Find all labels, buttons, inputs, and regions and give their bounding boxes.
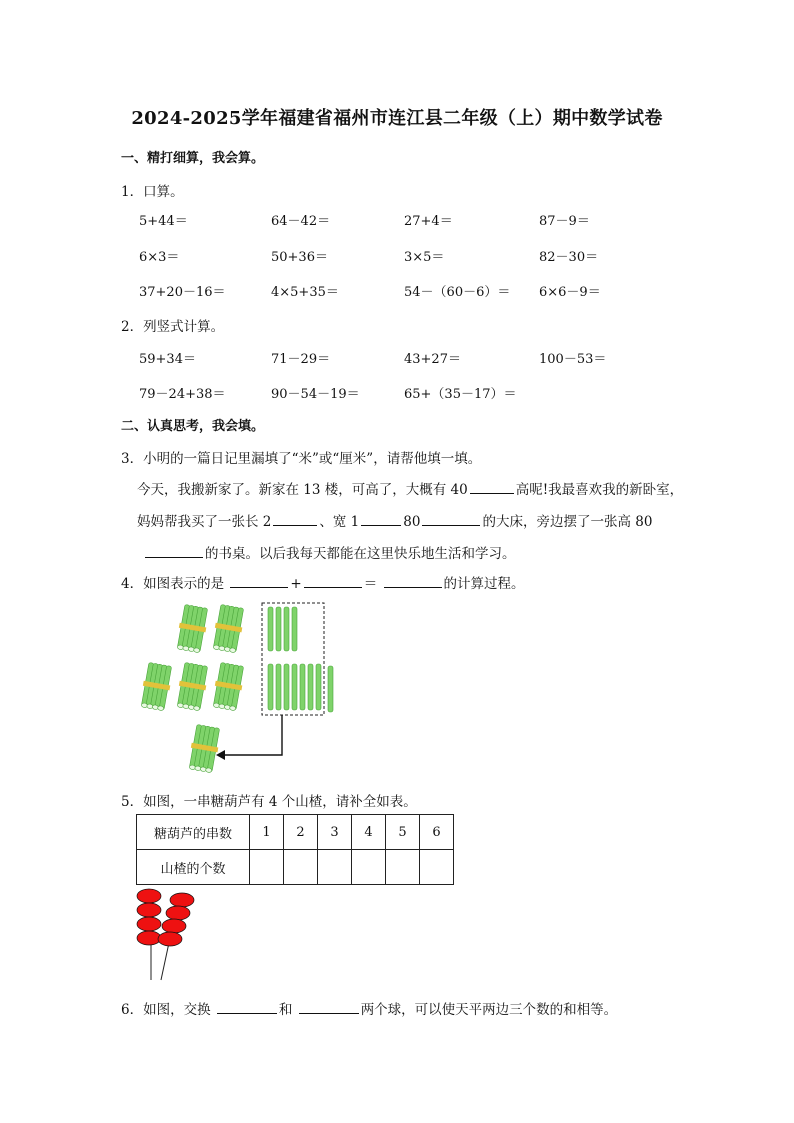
q4-equals: ＝: [363, 576, 378, 592]
loose-stick: [268, 607, 273, 651]
candied-hawthorn-figure: [134, 886, 204, 986]
q1-item: 5+44＝: [139, 214, 188, 229]
q1-item: 4×5+35＝: [271, 285, 339, 300]
q3-line-2: [137, 510, 652, 530]
q1-item: 87－9＝: [539, 214, 590, 229]
q3-text: 80: [403, 514, 421, 530]
hawthorn-ball: [158, 932, 182, 946]
table-cell: 6: [420, 815, 454, 850]
q1-item: 82－30＝: [539, 250, 599, 265]
q4-plus: +: [290, 576, 302, 592]
hawthorn-table: [136, 814, 454, 885]
q2-item: 100－53＝: [539, 352, 607, 367]
answer-blank[interactable]: [470, 479, 514, 494]
section-1-heading: 一、精打细算，我会算。: [121, 151, 265, 166]
q2-item: 59+34＝: [139, 352, 196, 367]
hawthorn-ball: [137, 903, 161, 917]
question-6-label: [121, 998, 617, 1018]
loose-stick: [328, 666, 333, 712]
stick-bundle: [175, 604, 209, 653]
hawthorn-ball: [166, 906, 190, 920]
q1-item: 37+20－16＝: [139, 285, 226, 300]
answer-blank[interactable]: [361, 511, 401, 526]
hawthorn-ball: [170, 893, 194, 907]
question-5-label: 5．如图，一串糖葫芦有 4 个山楂，请补全如表。: [121, 794, 417, 810]
stick-bundle: [139, 662, 173, 711]
stick-bundles-figure: [132, 598, 372, 778]
q3-text: 高呢!我最喜欢我的新卧室，: [515, 482, 684, 498]
q6-text: 和: [278, 1002, 293, 1018]
q3-text: 、宽 1: [319, 514, 360, 530]
q1-item: 27+4＝: [404, 214, 453, 229]
question-1-label: 1．口算。: [121, 184, 184, 200]
q6-text: 两个球，可以使天平两边三个数的和相等。: [360, 1002, 618, 1018]
q2-item: 43+27＝: [404, 352, 461, 367]
table-cell: 1: [250, 815, 284, 850]
answer-cell[interactable]: [250, 850, 284, 885]
arrow-line: [222, 715, 282, 755]
loose-stick: [276, 607, 281, 651]
loose-stick: [316, 664, 321, 710]
section-2-heading: 二、认真思考，我会填。: [121, 419, 265, 434]
answer-blank[interactable]: [145, 543, 203, 558]
answer-cell[interactable]: [284, 850, 318, 885]
q3-text: 妈妈帮我买了一张长 2: [137, 514, 272, 530]
loose-stick: [276, 664, 281, 710]
q1-item: 50+36＝: [271, 250, 328, 265]
q3-line-3: [143, 542, 516, 562]
table-cell: 3: [318, 815, 352, 850]
q4-text: 的计算过程。: [443, 576, 525, 592]
hawthorn-ball: [137, 931, 161, 945]
q1-item: 6×3＝: [139, 250, 180, 265]
answer-cell[interactable]: [386, 850, 420, 885]
q6-text: 6．如图，交换: [121, 1002, 211, 1018]
answer-blank[interactable]: [230, 573, 288, 588]
q4-text: 4．如图表示的是: [121, 576, 225, 592]
q1-item: 6×6－9＝: [539, 285, 601, 300]
q3-text: 的书桌。以后我每天都能在这里快乐地生活和学习。: [205, 546, 516, 562]
q1-item: 3×5＝: [404, 250, 445, 265]
q2-item: 90－54－19＝: [271, 387, 360, 402]
table-row: [137, 850, 454, 885]
answer-cell[interactable]: [420, 850, 454, 885]
loose-stick: [300, 664, 305, 710]
loose-stick: [308, 664, 313, 710]
table-cell: 5: [386, 815, 420, 850]
loose-stick: [284, 664, 289, 710]
table-header: 糖葫芦的串数: [137, 815, 250, 850]
q2-item: 65+（35－17）＝: [404, 387, 517, 402]
answer-blank[interactable]: [273, 511, 317, 526]
table-row: [137, 815, 454, 850]
q3-text: 的大床，旁边摆了一张高 80: [482, 514, 653, 530]
loose-stick: [292, 607, 297, 651]
page-title: 2024-2025学年福建省福州市连江县二年级（上）期中数学试卷: [131, 108, 663, 129]
stick-bundle: [187, 724, 221, 773]
question-2-label: 2．列竖式计算。: [121, 319, 225, 335]
hawthorn-ball: [137, 917, 161, 931]
answer-blank[interactable]: [422, 511, 480, 526]
table-header: 山楂的个数: [137, 850, 250, 885]
stick-bundle: [211, 604, 245, 653]
answer-blank[interactable]: [304, 573, 362, 588]
question-4-label: [121, 572, 525, 592]
loose-stick: [268, 664, 273, 710]
answer-cell[interactable]: [352, 850, 386, 885]
loose-stick: [284, 607, 289, 651]
question-3-label: 3．小明的一篇日记里漏填了“米”或“厘米”，请帮他填一填。: [121, 451, 482, 467]
answer-blank[interactable]: [217, 999, 277, 1014]
q3-line-1: [137, 478, 683, 498]
stick-bundle: [175, 662, 209, 711]
answer-blank[interactable]: [299, 999, 359, 1014]
q1-item: 54－（60－6）＝: [404, 285, 511, 300]
table-cell: 2: [284, 815, 318, 850]
table-cell: 4: [352, 815, 386, 850]
stick-bundle: [211, 662, 245, 711]
q2-item: 79－24+38＝: [139, 387, 226, 402]
q3-text: 今天，我搬新家了。新家在 13 楼，可高了，大概有 40: [137, 482, 468, 498]
hawthorn-ball: [162, 919, 186, 933]
answer-blank[interactable]: [384, 573, 442, 588]
q1-item: 64－42＝: [271, 214, 331, 229]
q2-item: 71－29＝: [271, 352, 331, 367]
loose-stick: [292, 664, 297, 710]
hawthorn-ball: [137, 889, 161, 903]
answer-cell[interactable]: [318, 850, 352, 885]
